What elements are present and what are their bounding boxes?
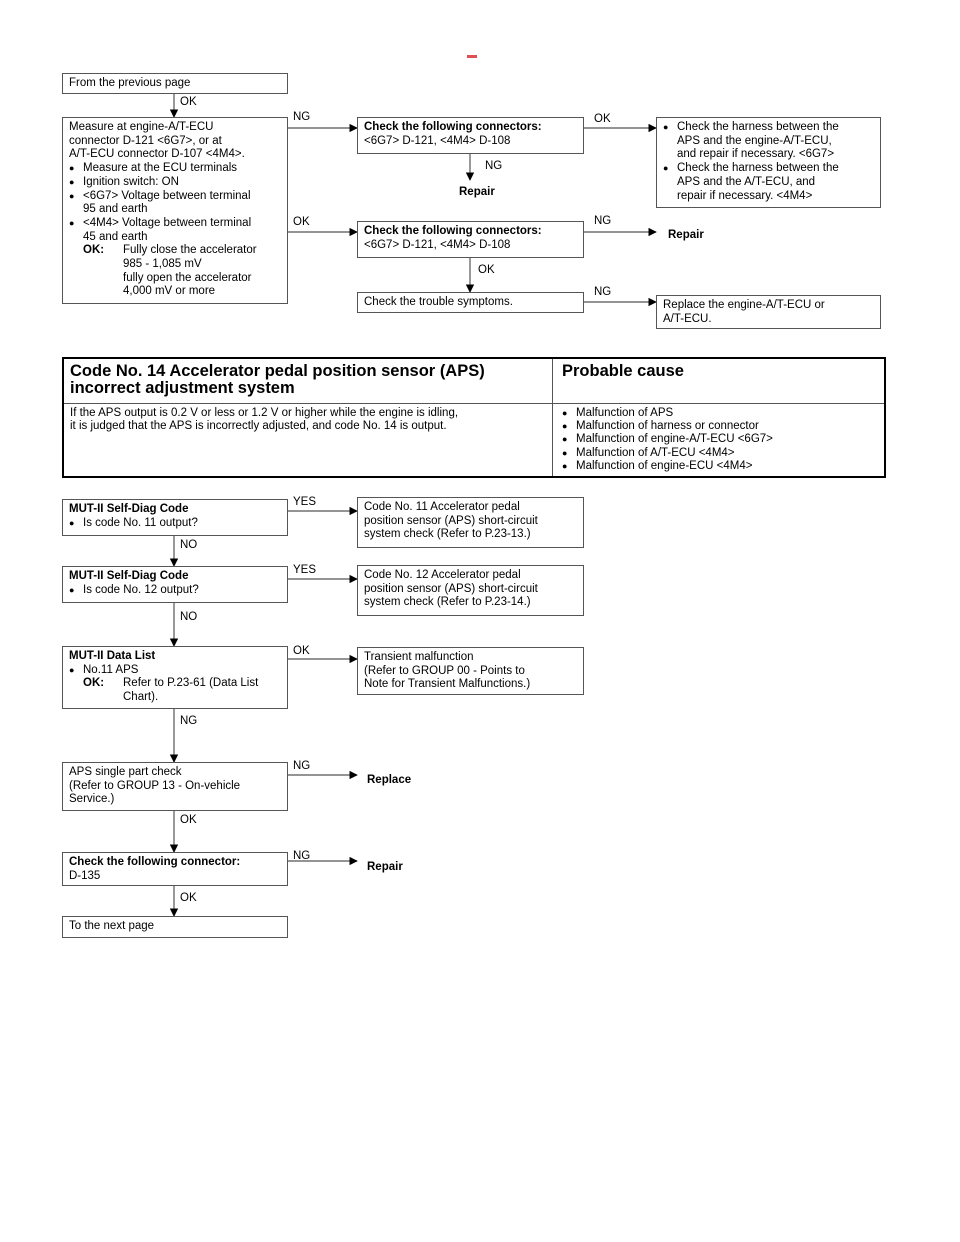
conn-d135-detail: D-135 (69, 869, 101, 882)
measure-ok2: 985 - 1,085 mV (123, 258, 202, 271)
code-table-divider (552, 359, 553, 476)
result1-line1: Code No. 11 Accelerator pedal (364, 501, 520, 513)
label-ok-start: OK (180, 96, 197, 108)
bullet-icon: ● (69, 217, 75, 228)
repair-2: Repair (668, 229, 704, 241)
label-no-diag2: NO (180, 611, 198, 623)
code-title-line1: Code No. 14 Accelerator pedal position sensor (APS) (70, 362, 485, 380)
bullet-icon: ● (69, 176, 75, 187)
diag2-title: MUT-II Self-Diag Code (69, 570, 189, 582)
bullet-icon: ● (562, 434, 568, 445)
label-ok-conn: OK (180, 892, 197, 904)
result2-line2: position sensor (APS) short-circuit (364, 582, 538, 595)
cause-item: Malfunction of harness or connector (576, 420, 759, 433)
transient-line2: (Refer to GROUP 00 - Points to (364, 664, 525, 677)
label-ok-conn2: OK (478, 264, 495, 276)
result1-line2: position sensor (APS) short-circuit (364, 514, 538, 527)
repair-1: Repair (459, 186, 495, 198)
code-title-line2: incorrect adjustment system (70, 379, 295, 397)
conn1-box (357, 117, 584, 154)
measure-bullet2: Ignition switch: ON (83, 175, 179, 188)
cause-item: Malfunction of engine-ECU <4M4> (576, 459, 753, 472)
code-description (70, 407, 458, 433)
diag1-box (62, 499, 288, 536)
bullet-icon: ● (69, 163, 75, 174)
aps-check-line3: Service.) (69, 793, 115, 806)
measure-bullet4: <4M4> Voltage between terminal (83, 216, 252, 229)
transient-box (357, 647, 584, 695)
trouble-box (357, 292, 584, 313)
harness-b2a: Check the harness between the (677, 162, 839, 175)
bullet-icon: ● (562, 460, 568, 471)
conn1-title: Check the following connectors: (364, 121, 542, 133)
start-text: From the previous page (69, 77, 191, 89)
cause-item: Malfunction of APS (576, 407, 674, 419)
cause-item: Malfunction of A/T-ECU <4M4> (576, 446, 735, 459)
replace-terminal: Replace (367, 774, 412, 786)
aps-check-box (62, 762, 288, 811)
label-yes-diag1: YES (293, 496, 317, 508)
label-no-diag1: NO (180, 539, 198, 551)
replace-ecu-line2: A/T-ECU. (663, 312, 712, 325)
transient-line1: Transient malfunction (364, 651, 474, 663)
diag2-box (62, 566, 288, 603)
measure-box (62, 117, 288, 304)
measure-ok1: Fully close the accelerator (123, 244, 257, 257)
bullet-icon: ● (562, 408, 568, 418)
result1-box (357, 497, 584, 548)
harness-b1b: APS and the engine-A/T-ECU, (677, 134, 832, 147)
label-ok-aps: OK (180, 814, 197, 826)
label-ok-datalist: OK (293, 645, 310, 657)
label-yes-diag2: YES (293, 564, 317, 576)
diag2-question: Is code No. 12 output? (83, 583, 199, 596)
label-ok-conn1: OK (594, 113, 611, 125)
bullet-icon: ● (562, 447, 568, 458)
harness-b1c: and repair if necessary. <6G7> (677, 148, 835, 161)
start-box (62, 73, 288, 94)
probable-cause-heading: Probable cause (562, 362, 684, 380)
label-ng-conn1: NG (485, 160, 503, 172)
header-mark (467, 55, 477, 58)
label-ng-conn: NG (293, 850, 311, 862)
datalist-title: MUT-II Data List (69, 650, 156, 662)
next-page-text: To the next page (69, 920, 155, 932)
measure-bullet4-cont: 45 and earth (83, 230, 148, 243)
result1-line3: system check (Refer to P.23-13.) (364, 528, 531, 541)
bullet-icon: ● (562, 421, 568, 432)
diag1-title: MUT-II Self-Diag Code (69, 503, 189, 515)
code-desc-line2: it is judged that the APS is incorrectly adjusted, and code No. 14 is output. (70, 420, 447, 432)
label-ng-aps: NG (293, 760, 311, 772)
measure-ok3: fully open the accelerator (123, 271, 252, 284)
measure-ok4: 4,000 mV or more (123, 285, 216, 298)
code-desc-line1: If the APS output is 0.2 V or less or 1.2 V or higher while the engine is idling, (70, 407, 459, 419)
aps-check-line1: APS single part check (69, 766, 182, 778)
bullet-icon: ● (69, 517, 75, 528)
measure-bullet1: Measure at the ECU terminals (83, 162, 238, 175)
repair-terminal: Repair (367, 861, 403, 873)
label-ok-measure: OK (293, 216, 310, 228)
measure-bullet3: <6G7> Voltage between terminal (83, 189, 251, 202)
conn2-box (357, 221, 584, 258)
result2-line3: system check (Refer to P.23-14.) (364, 596, 531, 609)
bullet-icon: ● (69, 190, 75, 201)
next-page-box (62, 916, 288, 938)
measure-line3: A/T-ECU connector D-107 <4M4>. (69, 148, 245, 161)
measure-line2: connector D-121 <6G7>, or at (69, 134, 222, 147)
harness-b2b: APS and the A/T-ECU, and (677, 175, 816, 188)
label-ng-measure: NG (293, 111, 311, 123)
measure-line1: Measure at engine-A/T-ECU (69, 121, 214, 133)
harness-box (656, 117, 881, 208)
bullet-icon: ● (69, 664, 75, 675)
label-ng-conn2: NG (594, 215, 612, 227)
replace-ecu-box (656, 295, 881, 329)
cause-list (562, 407, 773, 473)
replace-ecu-line1: Replace the engine-A/T-ECU or (663, 299, 825, 311)
bullet-icon: ● (663, 163, 669, 174)
conn2-title: Check the following connectors: (364, 225, 542, 237)
diag1-question: Is code No. 11 output? (83, 516, 198, 529)
conn-d135-box (62, 852, 288, 886)
cause-item: Malfunction of engine-A/T-ECU <6G7> (576, 433, 773, 446)
label-ng-trouble: NG (594, 286, 612, 298)
transient-line3: Note for Transient Malfunctions.) (364, 678, 531, 691)
bullet-icon: ● (69, 584, 75, 595)
conn1-detail: <6G7> D-121, <4M4> D-108 (364, 134, 511, 147)
result2-line1: Code No. 12 Accelerator pedal (364, 569, 521, 581)
result2-box (357, 565, 584, 616)
aps-check-line2: (Refer to GROUP 13 - On-vehicle (69, 779, 241, 792)
bullet-icon: ● (663, 122, 669, 132)
datalist-ok1: Refer to P.23-61 (Data List (123, 677, 259, 690)
code-title (70, 363, 485, 397)
datalist-ok2: Chart). (123, 691, 159, 704)
datalist-item: No.11 APS (83, 663, 139, 676)
label-ng-datalist: NG (180, 715, 198, 727)
trouble-text: Check the trouble symptoms. (364, 296, 513, 308)
harness-b1a: Check the harness between the (677, 121, 839, 133)
measure-bullet3-cont: 95 and earth (83, 203, 148, 216)
datalist-box (62, 646, 288, 709)
ok-label: OK: (83, 677, 105, 690)
conn2-detail: <6G7> D-121, <4M4> D-108 (364, 238, 511, 251)
conn-d135-title: Check the following connector: (69, 856, 241, 868)
ok-label: OK: (83, 244, 105, 257)
harness-b2c: repair if necessary. <4M4> (677, 189, 813, 202)
code-table (62, 357, 886, 478)
